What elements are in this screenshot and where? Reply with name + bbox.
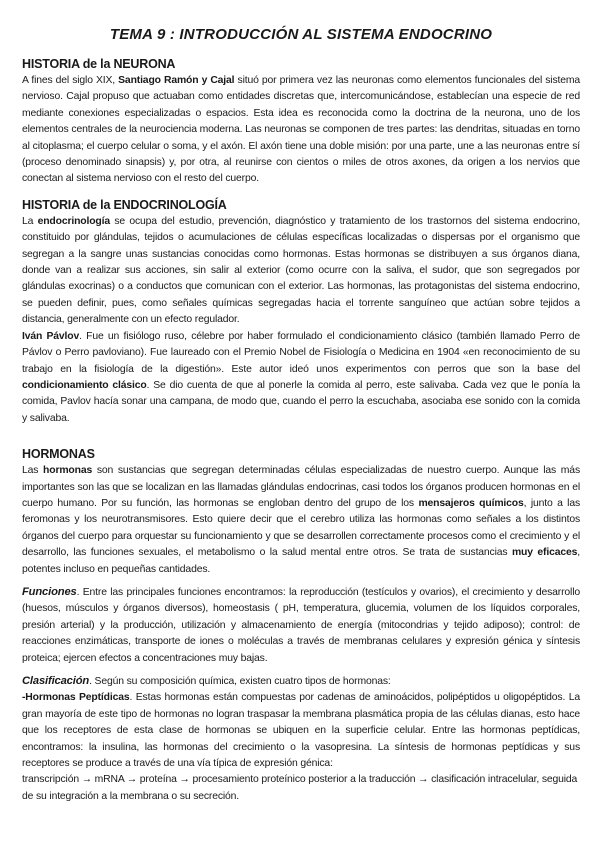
bold-term-endocrinologia: endocrinología: [37, 215, 110, 227]
text: se ocupa del estudio, prevención, diagnóstico y tratamiento de los trastornos del sistema endocrino, constituido por glándulas, tejidos o acumulaciones de células específicas localizadas o dispersas por el organismo que segregan a la sangre unas sustancias conocidas como hormonas. Estas hormonas se distribuyen a sus órganos diana, donde van a realizar sus acciones, sin salir al exterior (como ocurre con la saliva, el sudor, que son segregados por glándulas exocrinas) o a conductos que comunican con el exterior. Las hormonas, las protagonistas del sistema endocrino, se pueden definir, pues, como señales químicas segregadas hacia el torrente sanguíneo que actúan sobre tejidos a distancia, generalmente con un efecto regulador.: [22, 215, 580, 326]
paragraph-pavlov: [22, 329, 580, 427]
bold-term-pavlov: Iván Pávlov: [22, 330, 80, 342]
paragraph-clasificacion: [22, 673, 580, 690]
text: La: [22, 215, 38, 227]
label-clasificacion: Clasificación: [22, 675, 90, 687]
section-heading-endocrinologia: HISTORIA de la ENDOCRINOLOGÍA: [22, 197, 227, 212]
text: . Fue un fisiólogo ruso, célebre por haber formulado el condicionamiento clásico (también llamado Perro de Pávlov o Perro pavloviano). Fue laureado con el Premio Nobel de Fisiología o Medicina en 1904 «en reconocimiento de su trabajo en la fisiología de la digestión». Este autor ideó unos experimentos con perros que son la base del: [22, 330, 580, 375]
bold-term-cajal: Santiago Ramón y Cajal: [118, 75, 235, 86]
paragraph-funciones: [22, 584, 580, 667]
text: . Según su composición química, existen cuatro tipos de hormonas:: [89, 676, 391, 687]
paragraph-neurona: [22, 73, 580, 188]
paragraph-flow: [22, 772, 580, 805]
paragraph-hormonas: [22, 463, 580, 578]
text: . Se dio cuenta de que al ponerle la comida al perro, este salivaba. Cada vez que le ponía la comida, Pavlov hacía sonar una campana, de modo que, cuando el perro la escuchaba, asociaba ese sonido con la comida y salivaba.: [22, 379, 580, 424]
text: transcripción → mRNA → proteína → procesamiento proteínico posterior a la traducción → clasificación intracelular, seguida de su integración a la membrana o su secreción.: [22, 774, 578, 802]
bold-term-condicionamiento: condicionamiento clásico: [22, 379, 147, 391]
section-heading-neurona: HISTORIA de la NEURONA: [22, 57, 176, 71]
page-title: TEMA 9 : INTRODUCCIÓN AL SISTEMA ENDOCRINO: [109, 26, 493, 43]
paragraph-endocrinologia: [22, 214, 580, 329]
text: , junto a las feromonas y los neurotransmisores. Esto quiere decir que el cerebro utiliza las hormonas como señales a los distintos órganos del cuerpo para orquestar su funcionamiento y que se desarrollen correctamente procesos como el crecimiento y el desarrollo, las funciones sexuales, el metabolismo o la salud mental entre otros. Se trata de sustancias: [22, 497, 581, 559]
bold-term-mensajeros: mensajeros químicos: [418, 497, 524, 509]
text: son sustancias que segregan determinadas células especializadas de nuestro cuerpo. Aunque las más importantes son las que se localizan en las llamadas glándulas endocrinas, casi todos los órganos producen hormonas en el cuerpo humano. Por su función, las hormonas se engloban dentro del grupo de los: [22, 465, 580, 509]
text: A fines del siglo XIX,: [22, 75, 119, 86]
text: . Entre las principales funciones encontramos: la reproducción (testículos y ovarios), el crecimiento y desarrollo (huesos, músculos y órganos diversos), homeostasis ( pH, temperatura, glucemia, volumen de los líquidos corporales, presión arterial) y la producción, utilización y almacenamiento de energía (mitocondrias y tejido adiposo); control: de reacciones enzimáticas, transporte de iones o moléculas a través de membranas celulares y expresión génica y síntesis proteica; ejercen efectos a concentraciones muy bajas.: [22, 586, 580, 664]
text: Las: [22, 465, 44, 477]
text: . Estas hormonas están compuestas por cadenas de aminoácidos, polipéptidos u oligopéptidos. La gran mayoría de este tipo de hormonas no logran traspasar la membrana plasmática propia de las células dianas, esto hace que los receptores de esta clase de hormonas se ubiquen en la superficie celular. Entre las hormonas peptídicas, encontramos: la insulina, las hormonas del crecimiento o la vasopresina. La síntesis de hormonas peptídicas y sus receptores se produce a través de una vía típica de expresión génica:: [22, 692, 580, 770]
section-heading-hormonas: HORMONAS: [22, 447, 95, 462]
label-funciones: Funciones: [22, 585, 77, 598]
text: , potentes incluso en pequeñas cantidades.: [22, 547, 580, 575]
bold-term-hormonas: hormonas: [43, 465, 93, 477]
paragraph-peptidicas: [22, 690, 580, 772]
label-peptidicas: -Hormonas Peptídicas: [22, 692, 130, 704]
bold-term-eficaces: muy eficaces: [511, 547, 578, 559]
text: situó por primera vez las neuronas como elementos funcionales del sistema nervioso. Cajal propuso que actuaban como entidades discretas que, intercomunicándose, establecían una especie de red mediante conexiones especializadas o espacios. Esta idea es reconocida como la doctrina de la neurona, uno de los elementos centrales de la neurociencia moderna. Las neuronas se componen de tres partes: las dendritas, situadas en torno al citoplasma; el cuerpo celular o soma, y el axón. El axón tiene una doble misión: por una parte, une a las neuronas entre sí (proceso denominado sinapsis) y, por otra, al reunirse con cientos o miles de otros axones, da origen a los nervios que conectan al sistema nervioso con el resto del cuerpo.: [22, 75, 580, 185]
